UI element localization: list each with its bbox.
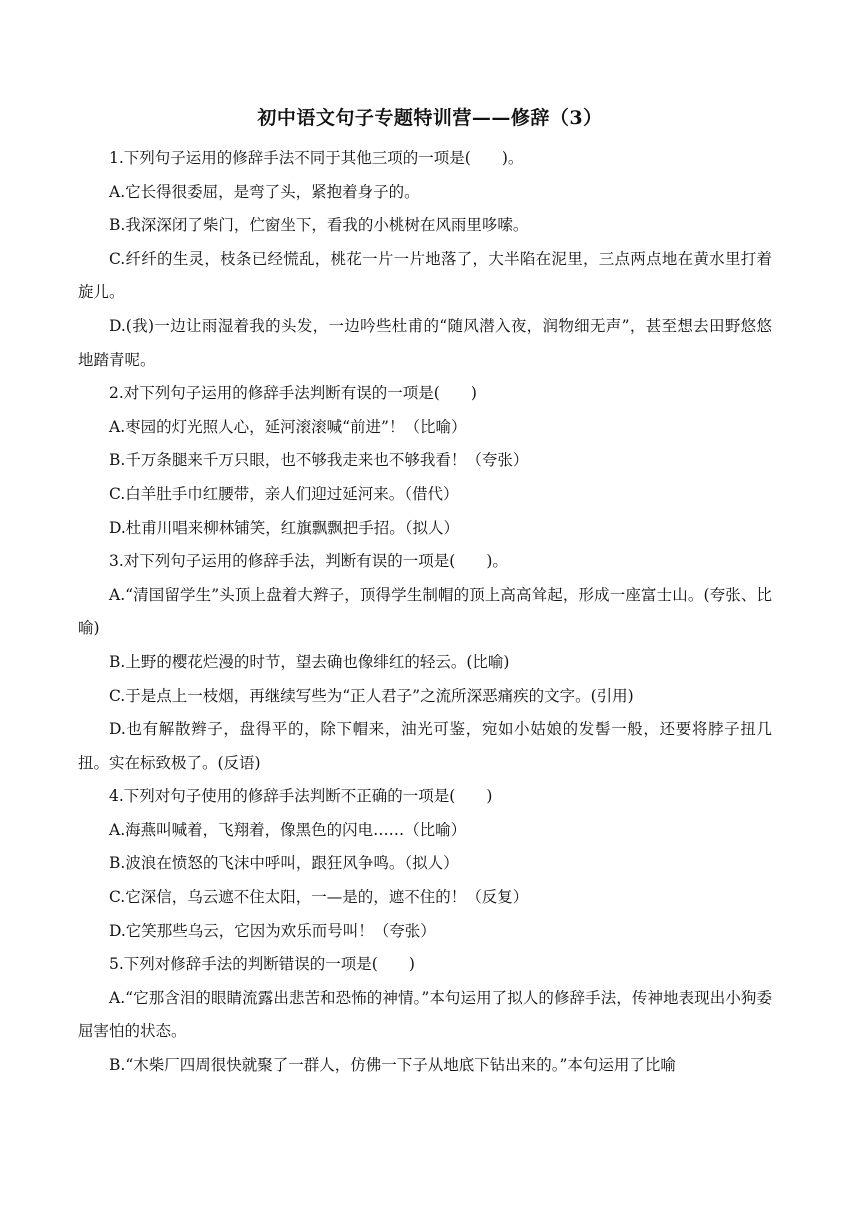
question-2-stem: 2.对下列句子运用的修辞手法判断有误的一项是( ) (109, 384, 477, 403)
question-1-stem: 1.下列句子运用的修辞手法不同于其他三项的一项是( )。 (109, 149, 524, 167)
question-3-stem: 3.对下列句子运用的修辞手法，判断有误的一项是( )。 (109, 552, 508, 571)
question-1-option-a: A.它长得很委屈，是弯了头，紧抱着身子的。 (109, 182, 420, 201)
question-2-option-b: B.千万条腿来千万只眼，也不够我走来也不够我看！（夸张） (109, 451, 529, 470)
question-4-option-a: A.海燕叫喊着，飞翔着，像黑色的闪电……（比喻） (109, 820, 467, 839)
question-5-stem: 5.下列对修辞手法的判断错误的一项是( ) (109, 955, 415, 974)
document-title: 初中语文句子专题特训营——修辞（3） (257, 107, 603, 129)
question-4-option-c: C.它深信，乌云遮不住太阳，一—是的，遮不住的！（反复） (109, 888, 529, 907)
question-3-option-a: A.“清国留学生”头顶上盘着大辫子，顶得学生制帽的顶上高高耸起，形成一座富士山。(夸张、比喻) (78, 585, 772, 638)
question-1-option-b: B.我深深闭了柴门，伫窗坐下，看我的小桃树在风雨里哆嗦。 (109, 216, 529, 235)
question-4-option-d: D.它笑那些乌云，它因为欢乐而号叫！（夸张） (109, 921, 436, 940)
question-4-option-b: B.波浪在愤怒的飞沫中呼叫，跟狂风争鸣。（拟人） (109, 854, 459, 873)
question-3-option-d: D.也有解散辫子，盘得平的，除下帽来，油光可鉴，宛如小姑娘的发髻一般，还要将脖子扭几扭。实在标致极了。(反语) (78, 720, 772, 772)
question-1-option-d: D.(我)一边让雨湿着我的头发，一边吟些杜甫的“随风潜入夜，润物细无声”，甚至想去田野悠悠地踏青呢。 (78, 316, 772, 369)
question-3-option-b: B.上野的樱花烂漫的时节，望去确也像绯红的轻云。(比喻) (109, 652, 510, 671)
question-5-option-b: B.“木柴厂四周很快就聚了一群人，仿佛一下子从地底下钻出来的。”本句运用了比喻 (109, 1056, 676, 1075)
question-2-option-a: A.枣园的灯光照人心，延河滚滚喊“前进”！（比喻） (109, 417, 467, 436)
question-3-option-c: C.于是点上一枝烟，再继续写些为“正人君子”之流所深恶痛疾的文字。(引用) (109, 686, 634, 705)
question-1-option-c: C.纤纤的生灵，枝条已经慌乱，桃花一片一片地落了，大半陷在泥里，三点两点地在黄水里打着旋儿。 (78, 249, 772, 302)
question-4-stem: 4.下列对句子使用的修辞手法判断不正确的一项是( ) (109, 787, 493, 806)
question-5-option-a: A.“它那含泪的眼睛流露出悲苦和恐怖的神情。”本句运用了拟人的修辞手法，传神地表现出小狗委屈害怕的状态。 (78, 988, 772, 1041)
question-2-option-d: D.杜甫川唱来柳林铺笑，红旗飘飘把手招。（拟人） (109, 518, 460, 537)
question-2-option-c: C.白羊肚手巾红腰带，亲人们迎过延河来。（借代） (109, 484, 459, 503)
document-body (78, 142, 772, 1083)
